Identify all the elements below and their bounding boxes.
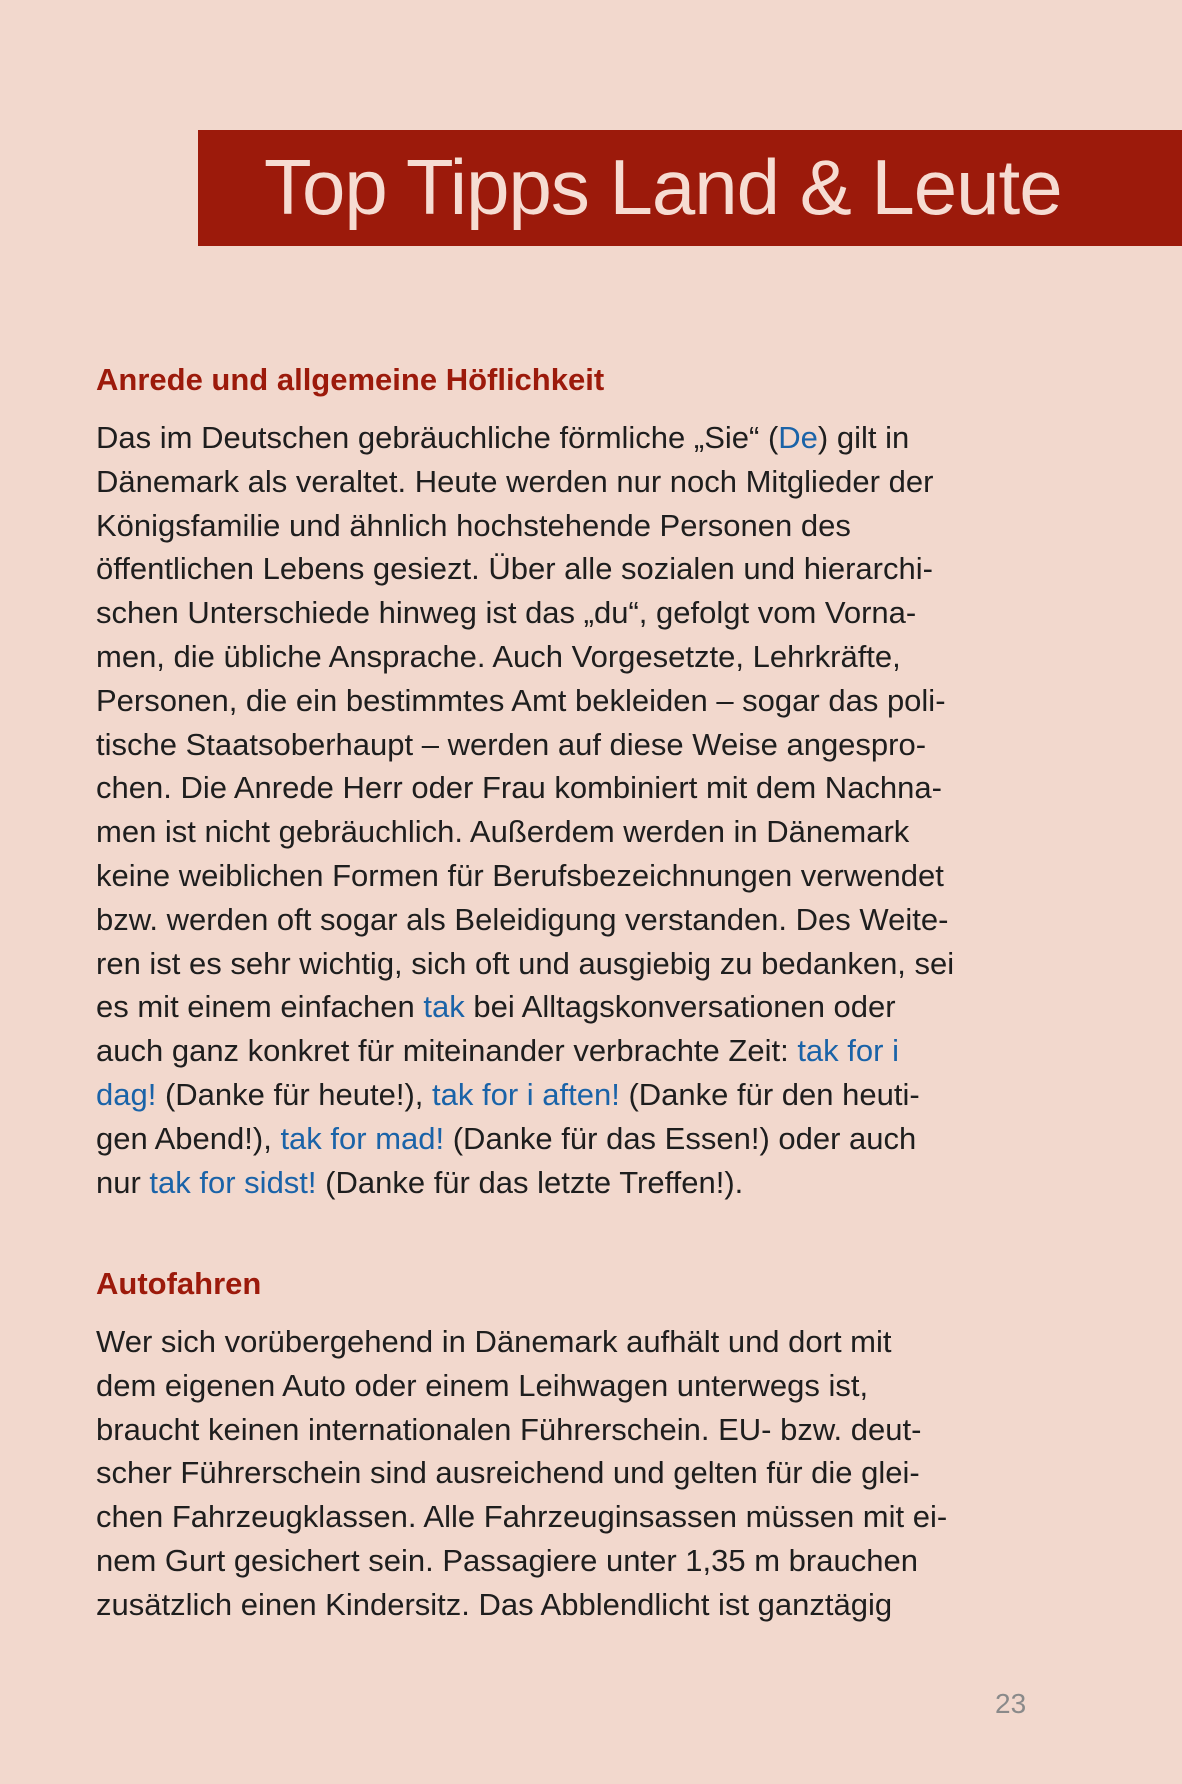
text-segment: nur: [96, 1164, 150, 1200]
text-segment: Wer sich vorübergehend in Dänemark aufhält und dort mit: [96, 1324, 892, 1359]
text-line: [96, 1495, 947, 1539]
text-line: [96, 591, 954, 635]
text-segment: schen Unterschiede hinweg ist das „du“, gefolgt vom Vorna-: [96, 595, 917, 631]
section-heading-anrede: Anrede und allgemeine Höflichkeit: [96, 362, 605, 397]
page-number: 23: [995, 1688, 1027, 1719]
text-line: [96, 810, 954, 854]
text-segment: auch ganz konkret für miteinander verbrachte Zeit:: [96, 1033, 798, 1069]
text-line: [96, 1117, 954, 1161]
text-segment: keine weiblichen Formen für Berufsbezeichnungen verwendet: [96, 857, 944, 893]
text-line: [96, 416, 954, 460]
text-segment: (Danke für das Essen!) oder auch: [444, 1120, 917, 1156]
section-body-anrede: [96, 416, 954, 1204]
section-heading-autofahren: Autofahren: [96, 1266, 262, 1301]
text-segment: bei Alltagskonversationen oder: [464, 989, 896, 1025]
text-segment: nem Gurt gesichert sein. Passagiere unter 1,35 m brauchen: [96, 1542, 918, 1578]
text-line: [96, 547, 954, 591]
danish-phrase: dag!: [96, 1076, 157, 1112]
text-line: [96, 1161, 954, 1205]
text-segment: Personen, die ein bestimmtes Amt bekleiden – sogar das poli-: [96, 682, 946, 718]
danish-phrase: tak for sidst!: [149, 1164, 317, 1200]
text-segment: (Danke für heute!),: [156, 1076, 433, 1112]
text-segment: braucht keinen internationalen Führerschein. EU- bzw. deut-: [96, 1411, 922, 1447]
text-line: [96, 985, 954, 1029]
text-line: [96, 460, 954, 504]
text-segment: gen Abend!),: [96, 1120, 281, 1156]
danish-phrase: tak for i aften!: [432, 1076, 620, 1112]
section-body-autofahren: [96, 1320, 947, 1627]
text-segment: zusätzlich einen Kindersitz. Das Abblendlicht ist ganztägig: [96, 1586, 893, 1622]
text-segment: Das im Deutschen gebräuchliche förmliche „Sie“ (: [96, 420, 779, 455]
text-segment: Dänemark als veraltet. Heute werden nur noch Mitglieder der: [96, 463, 934, 499]
danish-phrase: De: [778, 420, 818, 455]
text-segment: (Danke für den heuti-: [619, 1076, 920, 1112]
page-title: Top Tipps Land & Leute: [264, 143, 1062, 231]
text-line: [96, 1073, 954, 1117]
text-segment: tische Staatsoberhaupt – werden auf diese Weise angespro-: [96, 726, 927, 762]
text-segment: ) gilt in: [817, 420, 910, 455]
title-banner: [198, 130, 1182, 246]
text-segment: öffentlichen Lebens gesiezt. Über alle sozialen und hierarchi-: [96, 551, 933, 587]
text-line: [96, 1320, 947, 1364]
text-line: [96, 679, 954, 723]
text-line: [96, 1583, 947, 1627]
text-segment: scher Führerschein sind ausreichend und gelten für die glei-: [96, 1455, 920, 1491]
text-line: [96, 854, 954, 898]
text-line: [96, 1364, 947, 1408]
danish-phrase: tak for i: [797, 1033, 899, 1069]
text-line: [96, 1029, 954, 1073]
text-line: [96, 898, 954, 942]
text-segment: (Danke für das letzte Treffen!).: [316, 1164, 744, 1200]
text-segment: ren ist es sehr wichtig, sich oft und ausgiebig zu bedanken, sei: [96, 945, 955, 981]
text-segment: men ist nicht gebräuchlich. Außerdem werden in Dänemark: [96, 814, 910, 850]
text-segment: chen Fahrzeugklassen. Alle Fahrzeuginsassen müssen mit ei-: [96, 1499, 948, 1535]
text-segment: bzw. werden oft sogar als Beleidigung verstanden. Des Weite-: [96, 901, 949, 937]
text-line: [96, 723, 954, 767]
text-segment: Königsfamilie und ähnlich hochstehende Personen des: [96, 507, 851, 543]
text-line: [96, 1451, 947, 1495]
danish-phrase: tak for mad!: [280, 1120, 445, 1156]
text-line: [96, 1539, 947, 1583]
text-line: [96, 942, 954, 986]
danish-phrase: tak: [423, 989, 465, 1025]
text-segment: dem eigenen Auto oder einem Leihwagen unterwegs ist,: [96, 1367, 869, 1403]
text-segment: es mit einem einfachen: [96, 989, 424, 1025]
text-line: [96, 1408, 947, 1452]
text-line: [96, 504, 954, 548]
text-segment: chen. Die Anrede Herr oder Frau kombiniert mit dem Nachna-: [96, 770, 942, 806]
text-line: [96, 766, 954, 810]
text-line: [96, 635, 954, 679]
text-segment: men, die übliche Ansprache. Auch Vorgesetzte, Lehrkräfte,: [96, 638, 901, 674]
